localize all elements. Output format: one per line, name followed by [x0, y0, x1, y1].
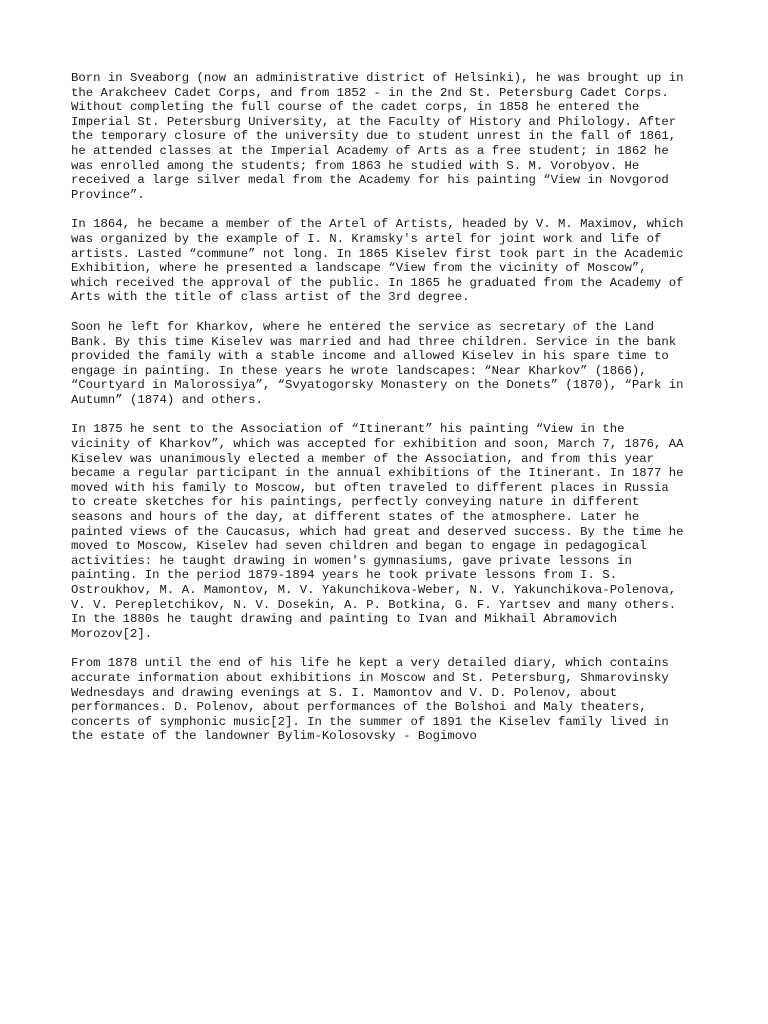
paragraph-diary: From 1878 until the end of his life he kept a very detailed diary, which contains accurate information about exhibitions in Moscow and St. Petersburg, Shmarovinsky Wednesdays and drawing evenings at S. I. Mamontov and V. D. Polenov, about performances. D. Polenov, about performances of the Bolshoi and Maly theaters, concerts of symphonic music[2]. In the summer of 1891 the Kiselev family lived in the estate of the landowner Bylim-Kolosovsky - Bogimovo	[71, 656, 669, 744]
paragraph-artel: In 1864, he became a member of the Artel of Artists, headed by V. M. Maximov, which was organized by the example of I. N. Kramsky's artel for joint work and life of artists. Lasted “commune” not long. In 1865 Kiselev first took part in the Academic Exhibition, where he presented a landscape “View from the vicinity of Moscow”, which received the approval of the public. In 1865 he graduated from the Academy of Arts with the title of class artist of the 3rd degree.	[71, 217, 684, 305]
paragraph-early-life: Born in Sveaborg (now an administrative district of Helsinki), he was brought up in the Arakcheev Cadet Corps, and from 1852 - in the 2nd St. Petersburg Cadet Corps. Without completing the full course of the cadet corps, in 1858 he entered the Imperial St. Petersburg University, at the Faculty of History and Philology. After the temporary closure of the university due to student unrest in the fall of 1861, he attended classes at the Imperial Academy of Arts as a free student; in 1862 he was enrolled among the students; from 1863 he studied with S. M. Vorobyov. He received a large silver medal from the Academy for his painting “View in Novgorod Province”.	[71, 71, 684, 202]
paragraph-kharkov: Soon he left for Kharkov, where he entered the service as secretary of the Land Bank. By this time Kiselev was married and had three children. Service in the bank provided the family with a stable income and allowed Kiselev in his spare time to engage in painting. In these years he wrote landscapes: “Near Kharkov” (1866), “Courtyard in Malorossiya”, “Svyatogorsky Monastery on the Donets” (1870), “Park in Autumn” (1874) and others.	[71, 319, 684, 407]
document-body	[71, 71, 711, 759]
paragraph-itinerant: In 1875 he sent to the Association of “Itinerant” his painting “View in the vicinity of Kharkov”, which was accepted for exhibition and soon, March 7, 1876, AA Kiselev was unanimously elected a member of the Association, and from this year became a regular participant in the annual exhibitions of the Itinerant. In 1877 he moved with his family to Moscow, but often traveled to different places in Russia to create sketches for his paintings, perfectly conveying nature in different seasons and hours of the day, at different states of the atmosphere. Later he painted views of the Caucasus, which had great and deserved success. By the time he moved to Moscow, Kiselev had seven children and began to engage in pedagogical activities: he taught drawing in women's gymnasiums, gave private lessons in painting. In the period 1879-1894 years he took private lessons from I. S. Ostroukhov, M. A. Mamontov, M. V. Yakunchikova-Weber, N. V. Yakunchikova-Polenova, V. V. Perepletchikov, N. V. Dosekin, A. P. Botkina, G. F. Yartsev and many others. In the 1880s he taught drawing and painting to Ivan and Mikhail Abramovich Morozov[2].	[71, 422, 684, 641]
